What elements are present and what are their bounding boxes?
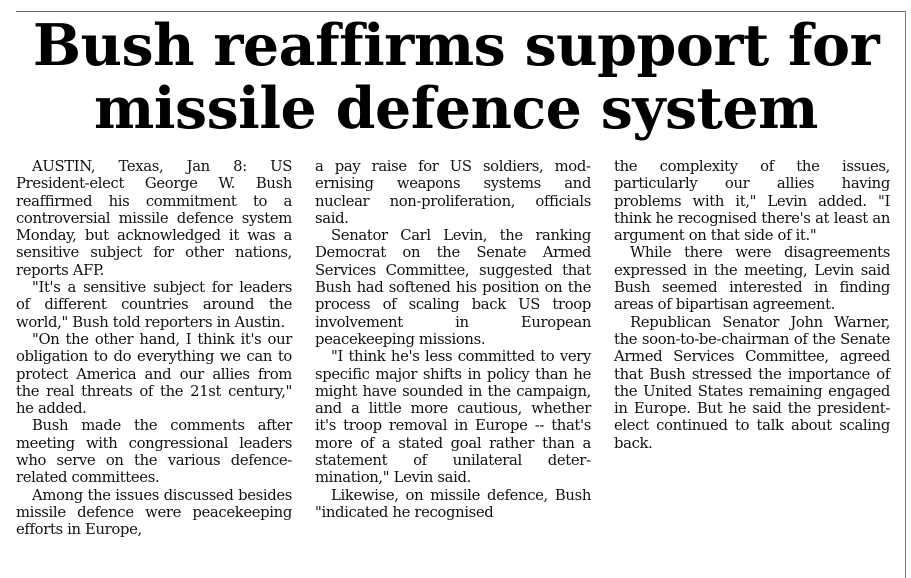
paragraph: Republican Senator John Warner, the soon-to-be-chairman of the Senate Armed Services Committee, agreed that Bush stressed the importance of the United States remaining engaged in Europe. But he said the president-elect continued to talk about scaling back. — [614, 313, 890, 452]
paragraph: Senator Carl Levin, the ranking Democrat on the Senate Armed Services Committee, suggested that Bush had softened his position on the process of scaling back US troop involvement in European peacekeeping missions. — [315, 227, 591, 348]
paragraph: Among the issues discussed besides missile defence were peacekeeping efforts in Europe, — [16, 486, 292, 539]
right-border-rule — [905, 11, 906, 578]
paragraph: Bush made the comments after meeting with congressional leaders who serve on the various defence-related committees. — [16, 417, 292, 487]
article-column-2 — [315, 158, 591, 521]
paragraph: "It's a sensitive subject for leaders of different countries around the world," Bush told reporters in Austin. — [16, 279, 292, 331]
paragraph: "I think he's less committed to very specific major shifts in policy than he might have sounded in the campaign, and a little more cautious, whether it's troop removal in Europe -- that's more of a stated goal rather than a statement of unilateral determination," Levin said. — [315, 348, 591, 487]
paragraph-continued: the complexity of the issues, particularly our allies having problems with it," Levin added. "I think he recognised there's at least an argument on that side of it." — [614, 158, 890, 245]
headline: Bush reaffirms support for missile defence system — [32, 12, 880, 142]
paragraph: "On the other hand, I think it's our obligation to do everything we can to protect America and our allies from the real threats of the 21st century," he added. — [16, 330, 292, 418]
article-column-1 — [16, 158, 292, 539]
paragraph: While there were disagreements expressed in the meeting, Levin said Bush seemed interested in finding areas of bipartisan agreement. — [614, 244, 890, 314]
article-column-3 — [614, 158, 890, 452]
paragraph: Likewise, on missile defence, Bush "indicated he recognised — [315, 486, 591, 521]
paragraph: AUSTIN, Texas, Jan 8: US President-elect George W. Bush reaffirmed his commitment to a controversial missile defence system Monday, but acknowledged it was a sensitive subject for other nations, reports AFP. — [16, 158, 292, 279]
paragraph-continued: a pay raise for US soldiers, modernising weapons systems and nuclear non-proliferation, officials said. — [315, 158, 591, 227]
article-body — [16, 158, 891, 578]
